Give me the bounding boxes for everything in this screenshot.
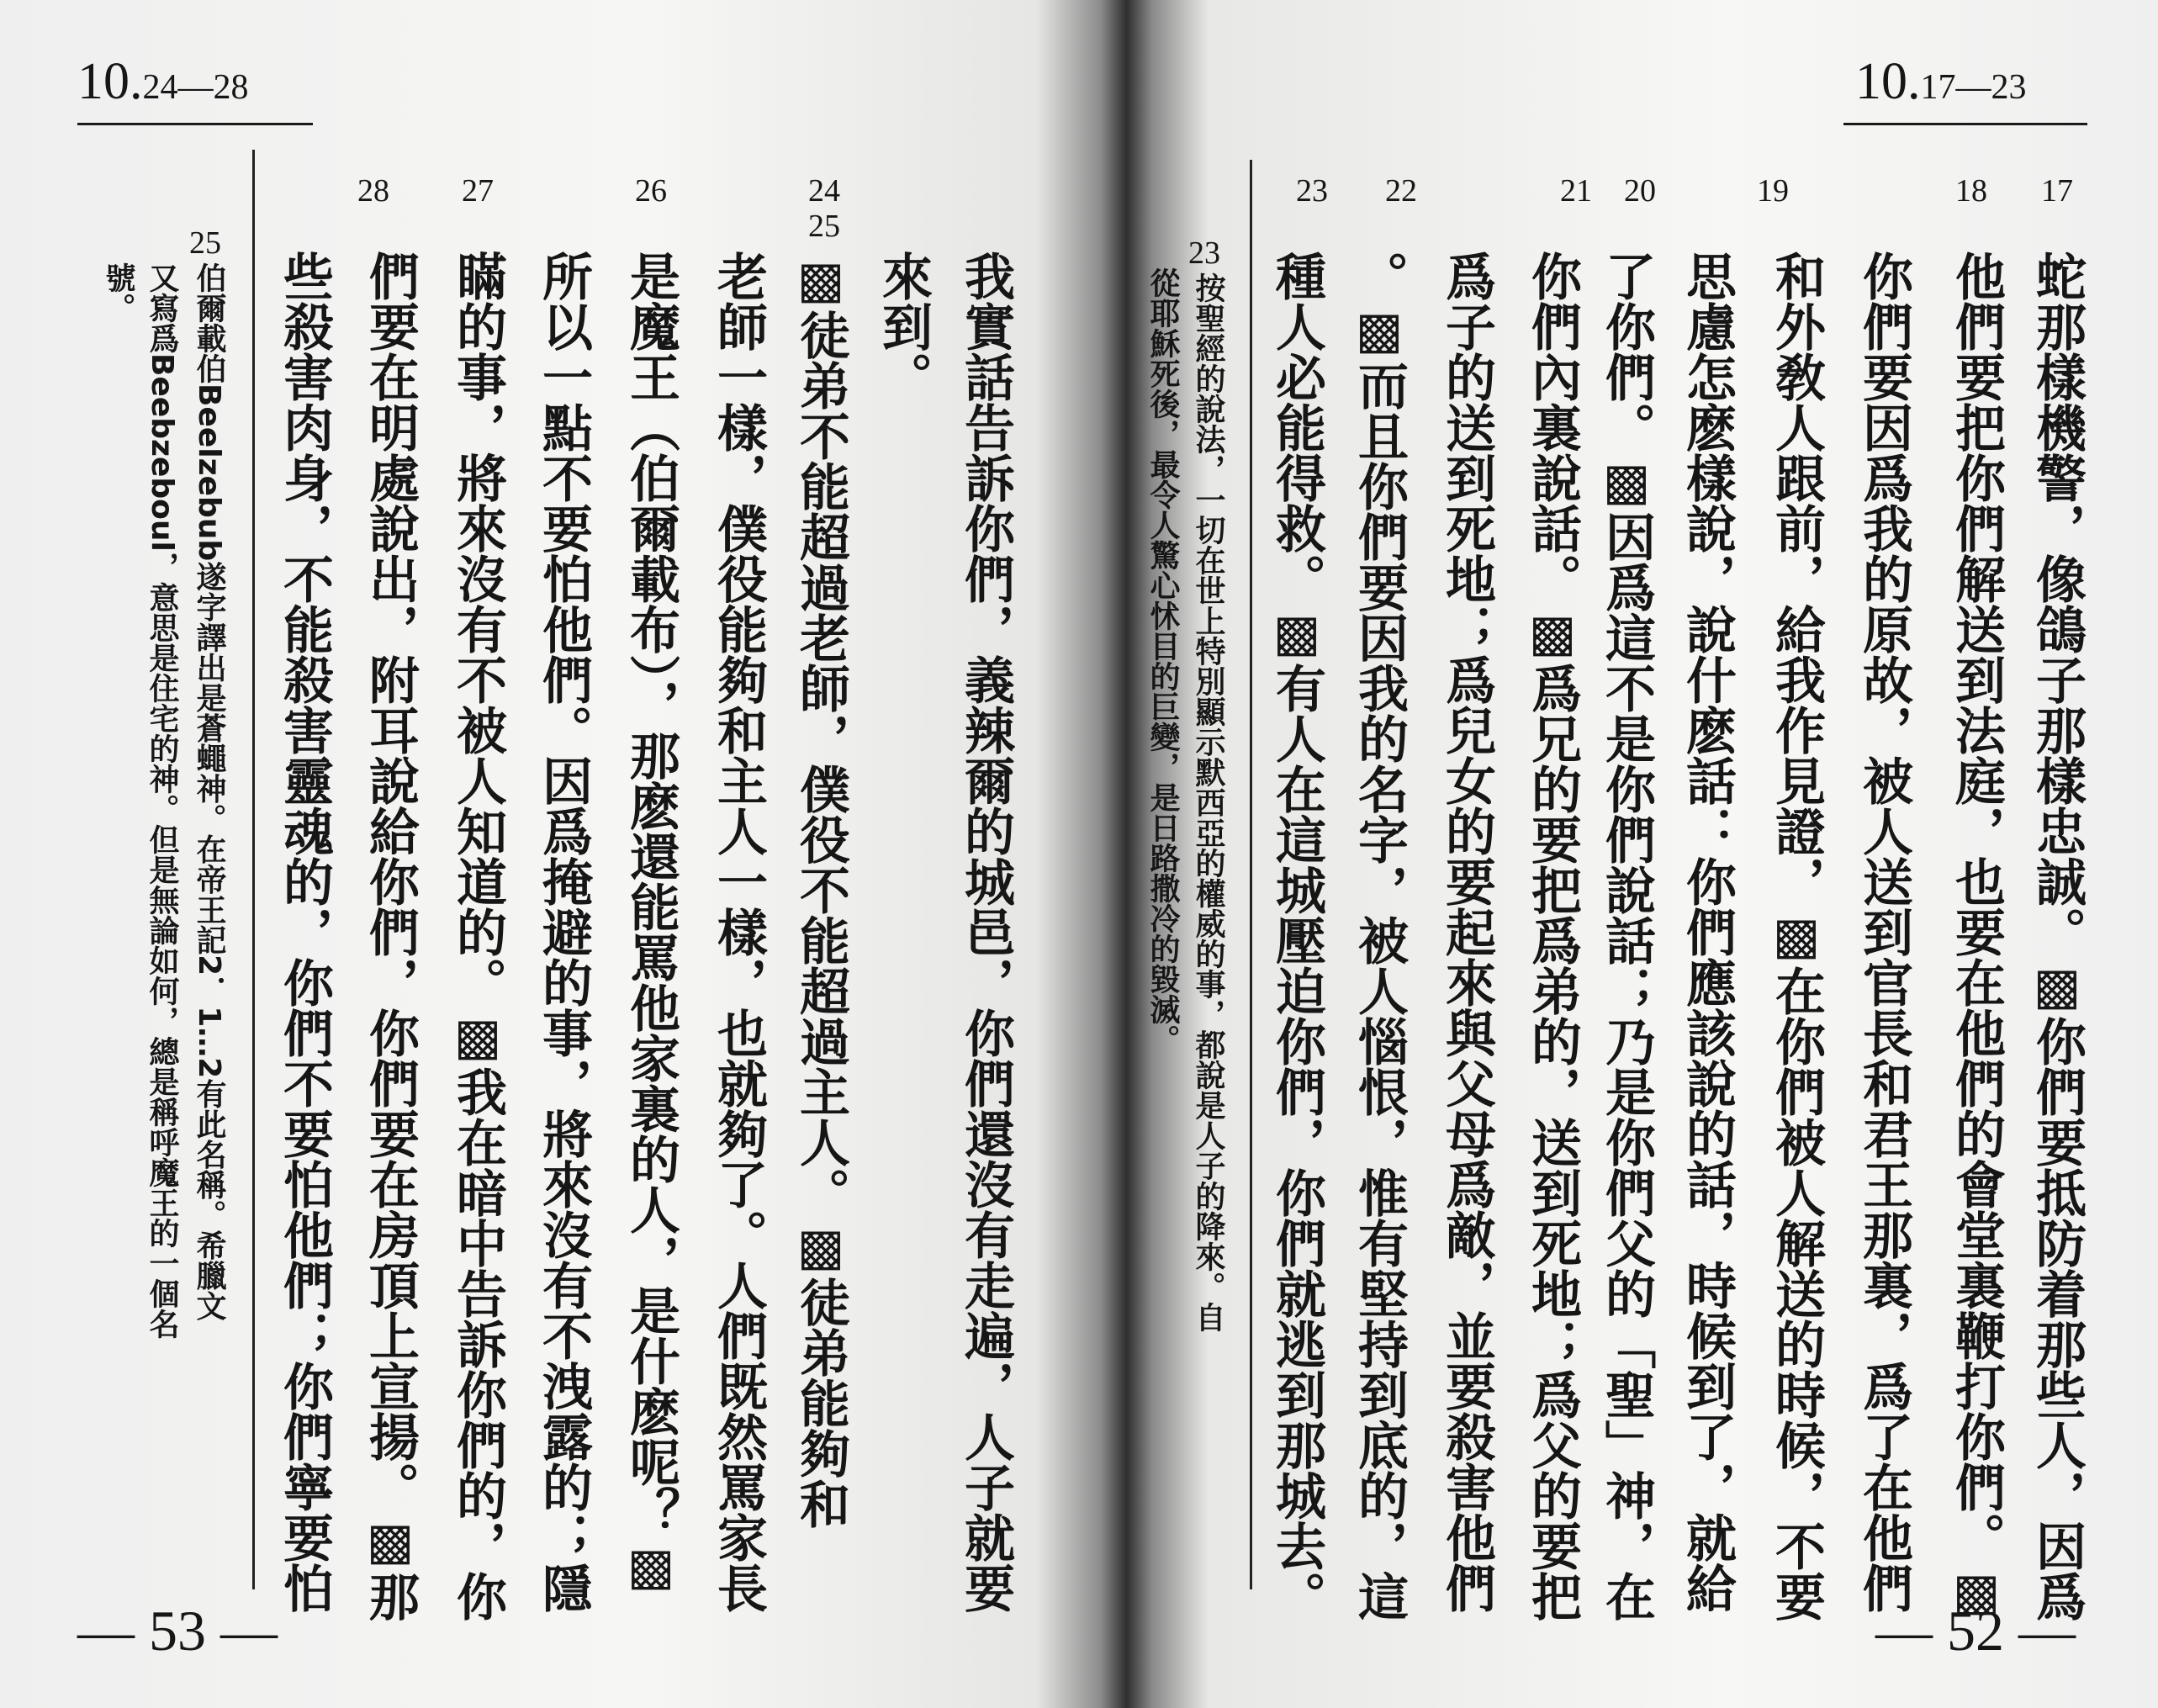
text-column: 是魔王（伯爾載布），那麽還能罵他家裏的人，是什麽呢？▩ — [621, 251, 680, 1596]
chapter-number: 10. — [1855, 53, 1921, 110]
page-number-53: — 53 — — [77, 1599, 278, 1663]
text-column: 他們要把你們解送到法庭，也要在他們的會堂裏鞭打你們。▩ — [1947, 251, 2006, 1621]
verse-number-24-25: 24 25 — [808, 173, 840, 244]
verse-number-26: 26 — [635, 173, 667, 209]
footnote-line: 從耶穌死後，最令人驚心怵目的巨變，是日路撒冷的毀滅。 — [1145, 267, 1180, 1055]
footnote-divider — [1250, 160, 1252, 1589]
footnote-line: 又寫爲Beebzeboul，意思是住宅的神。但是無論如何，總是稱呼魔王的一個名 — [145, 262, 179, 1339]
chapter-number: 10. — [77, 53, 143, 110]
verse-number-23: 23 — [1296, 173, 1328, 209]
text-column: 你們內裏說話。▩爲兄的要把爲弟的，送到死地；爲父的要把 — [1523, 251, 1582, 1621]
text-column: 爲子的送到死地；爲兒女的要起來與父母爲敵，並要殺害他們 — [1437, 251, 1496, 1613]
verse-number-22: 22 — [1385, 173, 1417, 209]
verse-number-17: 17 — [2041, 173, 2073, 209]
text-column: 我實話告訴你們，義辣爾的城邑，你們還沒有走遍，人子就要 — [956, 251, 1015, 1613]
text-column: 。▩而且你們要因我的名字，被人惱恨，惟有堅持到底的，這 — [1350, 251, 1409, 1621]
verse-number-18: 18 — [1955, 173, 1987, 209]
text-column: 來到。 — [874, 251, 933, 402]
verse-range: 17—23 — [1920, 68, 2027, 107]
text-column: 種人必能得救。▩有人在這城壓迫你們，你們就逃到那城去。 — [1267, 251, 1326, 1621]
verse-range: 24—28 — [142, 68, 249, 107]
text-column: 你們要因爲我的原故，被人送到官長和君王那裏，爲了在他們 — [1854, 251, 1913, 1613]
footnote-line: 號。 — [101, 262, 135, 323]
footnote-divider — [252, 150, 255, 1589]
footnote-line: 伯爾載伯Beelzebub遂字譯出是蒼蠅神。在帝王記2．1…2有此名稱。希臘文 — [192, 262, 226, 1321]
text-column: 了你們。▩因爲這不是你們說話；乃是你們父的「聖」神，在 — [1597, 251, 1656, 1621]
footnote-number-25: 25 — [189, 225, 221, 261]
page-number-52: — 52 — — [1875, 1599, 2076, 1663]
text-column: 老師一樣，僕役能夠和主人一樣，也就夠了。人們既然罵家長 — [709, 251, 768, 1613]
verse-number-19: 19 — [1757, 173, 1789, 209]
text-column: 瞞的事，將來沒有不被人知道的。▩我在暗中告訴你們的，你 — [448, 251, 507, 1621]
text-column: ▩徒弟不能超過老師，僕役不能超過主人。▩徒弟能夠和 — [791, 251, 850, 1529]
verse-number-20: 20 — [1624, 173, 1656, 209]
header-rule — [1843, 123, 2087, 125]
verse-number-21: 21 — [1560, 173, 1592, 209]
text-column: 些殺害肉身，不能殺害靈魂的，你們不要怕他們；你們寧要怕 — [275, 251, 334, 1613]
verse-range-header — [1855, 53, 2027, 110]
verse-number-27: 27 — [462, 173, 494, 209]
footnote-line: 按聖經的說法，一切在世上特別顯示默西亞的權威的事，都說是人子的降來。自 — [1191, 272, 1225, 1332]
verse-number-28: 28 — [357, 173, 389, 209]
verse-range-header — [77, 53, 249, 110]
text-column: 們要在明處說出，附耳說給你們，你們要在房頂上宣揚。▩那 — [361, 251, 420, 1621]
header-rule — [77, 123, 313, 125]
text-column: 所以一點不要怕他們。因爲掩避的事，將來沒有不洩露的；隱 — [534, 251, 593, 1613]
text-column: 蛇那樣機警，像鴿子那樣忠誠。▩你們要抵防着那些人，因爲 — [2028, 251, 2087, 1621]
text-column: 思慮怎麽樣說，說什麽話：你們應該說的話，時候到了，就給 — [1678, 251, 1737, 1613]
footnote-number-23: 23 — [1188, 235, 1220, 271]
page-52 — [1127, 0, 2158, 1708]
text-column: 和外敎人跟前，給我作見證，▩在你們被人解送的時候，不要 — [1767, 251, 1826, 1621]
